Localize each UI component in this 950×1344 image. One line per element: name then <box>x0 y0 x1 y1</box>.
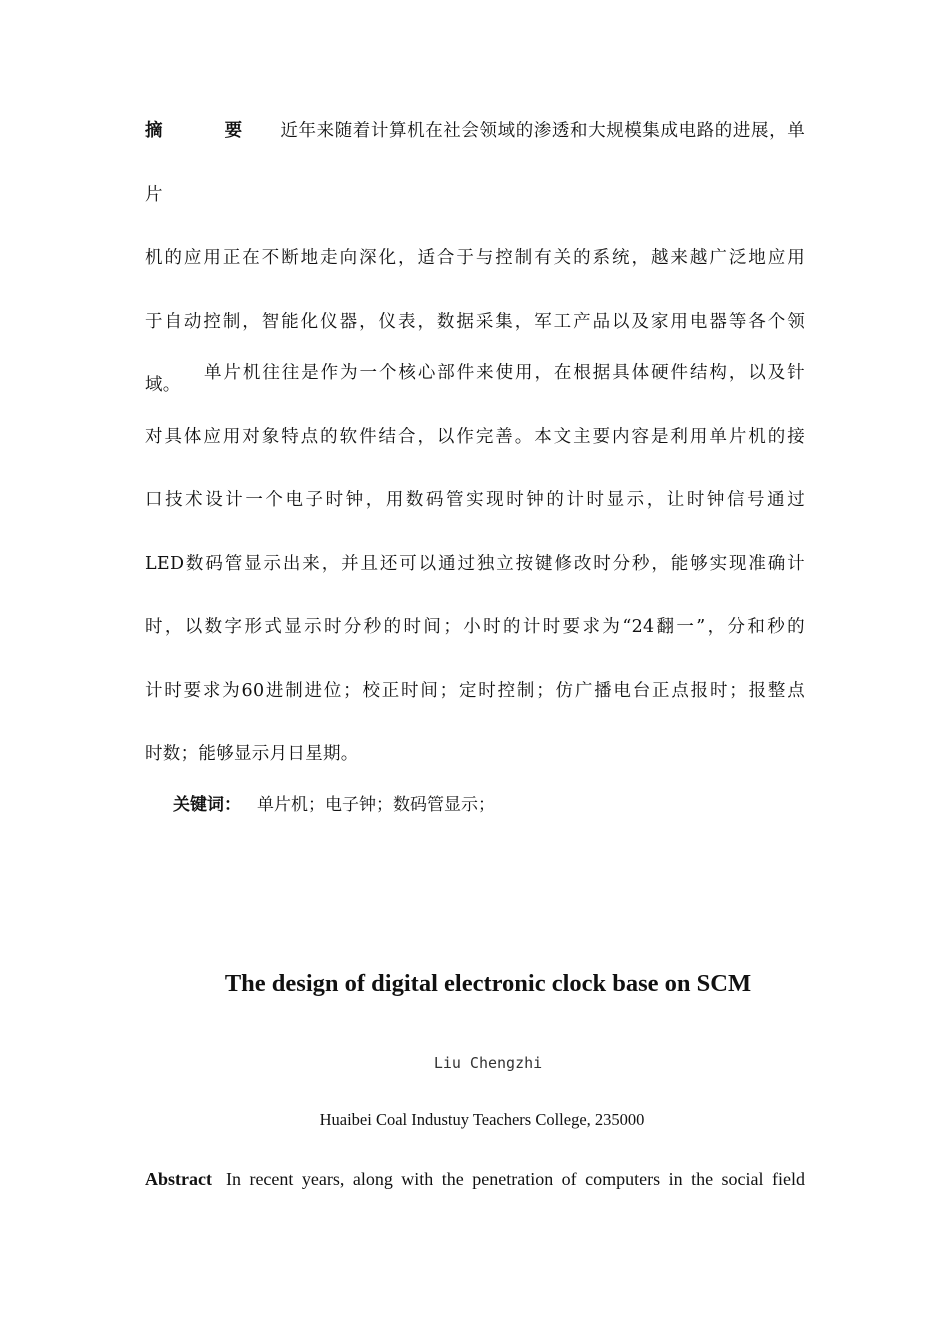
cn-abstract-line: 域。 <box>145 375 181 395</box>
keywords-text: 单片机；电子钟；数码管显示； <box>257 795 495 815</box>
cn-abstract-line: 计时要求为60进制进位；校正时间；定时控制；仿广播电台正点报时；报整点 <box>145 680 805 701</box>
cn-abstract-line: 于自动控制，智能化仪器，仪表，数据采集，军工产品以及家用电器等各个领 <box>145 311 805 332</box>
english-abstract-label: Abstract <box>145 1169 212 1189</box>
english-abstract <box>145 1166 805 1192</box>
cn-abstract-line: 时，以数字形式显示时分秒的时间；小时的计时要求为“24翻一”，分和秒的 <box>145 617 805 637</box>
cn-abstract-line: 口技术设计一个电子时钟，用数码管实现时钟的计时显示，让时钟信号通过 <box>145 490 805 510</box>
cn-abstract-label: 摘 要 <box>145 121 265 141</box>
cn-abstract-line: 摘 要 近年来随着计算机在社会领域的渗透和大规模集成电路的进展，单片 <box>145 121 806 205</box>
english-title: The design of digital electronic clock base on SCM <box>224 970 752 997</box>
cn-abstract-line: 机的应用正在不断地走向深化，适合于与控制有关的系统，越来越广泛地应用 <box>145 248 805 268</box>
cn-abstract-paragraph-2 <box>145 342 805 787</box>
cn-abstract-line: 时数；能够显示月日星期。 <box>145 744 359 764</box>
author-name: Liu Chengzhi <box>433 1054 543 1072</box>
cn-abstract-line: 单片机往往是作为一个核心部件来使用，在根据具体硬件结构，以及针 <box>204 363 805 383</box>
cn-abstract-line: LED数码管显示出来，并且还可以通过独立按键修改时分秒，能够实现准确计 <box>145 553 805 574</box>
keywords <box>173 791 495 819</box>
author-affiliation: Huaibei Coal Industuy Teachers College, 235000 <box>319 1110 645 1129</box>
english-abstract-text: In recent years, along with the penetration of computers in the social field <box>225 1169 805 1189</box>
cn-abstract-line: 对具体应用对象特点的软件结合，以作完善。本文主要内容是利用单片机的接 <box>145 426 805 447</box>
keywords-label: 关键词： <box>173 795 241 815</box>
